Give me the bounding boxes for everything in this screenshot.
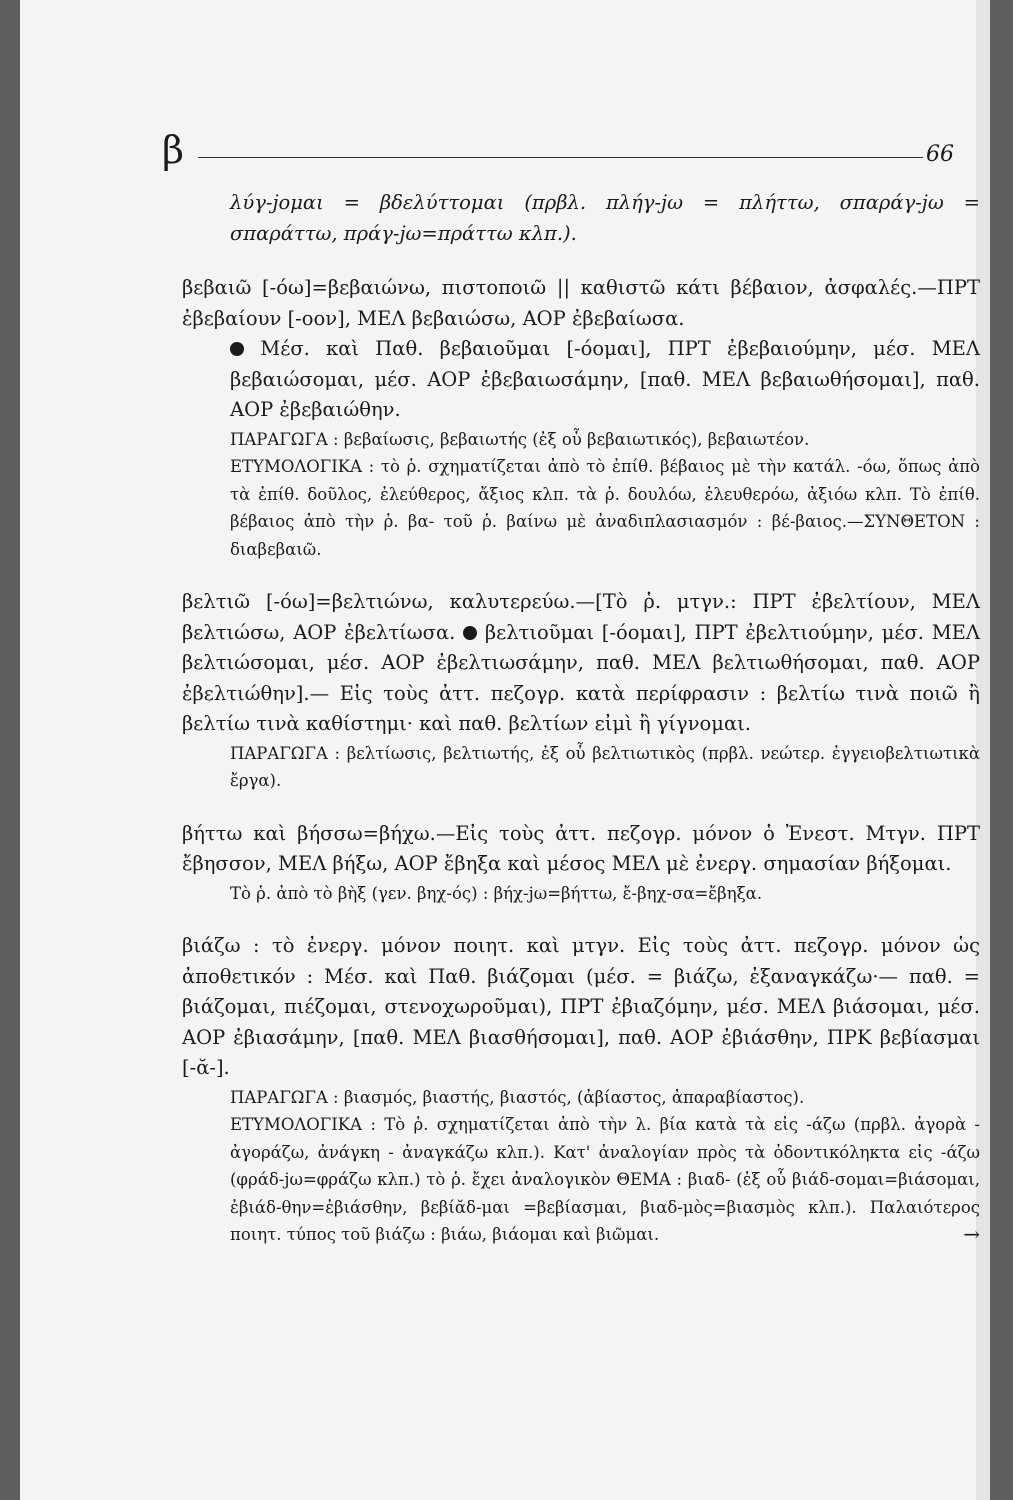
header-rule <box>198 157 923 158</box>
entry-paragoga: ΠΑΡΑΓΩΓΑ : βεβαίωσις, βεβαιωτής (ἐξ οὗ βεβαιωτικός), βεβαιωτέον. <box>230 429 810 449</box>
entry-note: Τὸ ῥ. ἀπὸ τὸ βὴξ (γεν. βηχ-ός) : βήχ-jω=βήττω, ἔ-βηχ-σα=ἔβηξα. <box>230 883 763 903</box>
continued-paragraph: λύγ-jομαι = βδελύττομαι (πρβλ. πλήγ-jω = πλήττω, σπαράγ-jω = σπαράττω, πράγ-jω=πράττω κλπ.). <box>230 191 980 245</box>
bullet-icon <box>230 342 244 356</box>
entry-bebaio <box>182 273 980 563</box>
entry-beltio <box>182 587 980 795</box>
entry-etymologika: ΕΤΥΜΟΛΟΓΙΚΑ : τὸ ῥ. σχηματίζεται ἀπὸ τὸ ἐπίθ. βέβαιος μὲ τὴν κατάλ. -όω, ὅπως ἀπὸ τὰ ἐπίθ. δοῦλος, ἐλεύθερος, ἄξιος κλπ. τὰ ῥ. δουλόω, ἐλευθερόω, ἀξιόω κλπ. Τὸ ἐπίθ. βέβαιος ἀπὸ τὴν ῥ. βα- τοῦ ῥ. βαίνω μὲ ἀναδιπλασιασμόν : βέ-βαιος.—ΣΥΝΘΕΤΟΝ : διαβεβαιῶ. <box>230 457 980 559</box>
book-page <box>20 0 990 1500</box>
section-letter: β <box>162 128 184 172</box>
entry-bitto <box>182 819 980 908</box>
continue-arrow-icon: → <box>963 1222 980 1246</box>
page-number: 66 <box>926 142 954 167</box>
bullet-icon <box>463 626 477 640</box>
entry-middle-passive: Μέσ. καὶ Παθ. βεβαιοῦμαι [-όομαι], ΠΡΤ ἐβεβαιούμην, μέσ. ΜΕΛ βεβαιώσομαι, μέσ. ΑΟΡ ἐβεβαιωσάμην, [παθ. ΜΕΛ βεβαιωθήσομαι], παθ. ΑΟΡ ἐβεβαιώθην. <box>230 337 980 421</box>
entry-etymologika: ΕΤΥΜΟΛΟΓΙΚΑ : Τὸ ῥ. σχηματίζεται ἀπὸ τὴν λ. βία κατὰ τὰ εἰς -άζω (πρβλ. ἀγορὰ - ἀγοράζω, ἀνάγκη - ἀναγκάζω κλπ.). Κατ' ἀναλογίαν πρὸς τὰ ὀδοντικόληκτα εἰς -άζω (φράδ-jω=φράζω κλπ.) τὸ ῥ. ἔχει ἀναλογικὸν ΘΕΜΑ : βιαδ- (ἐξ οὗ βιάδ-σομαι=βιάσομαι, ἐβιάδ-θην=ἐβιάσθην, βεβίᾰδ-μαι =βεβίασμαι, βιαδ-μὸς=βιασμὸς κλπ.). Παλαιότερος ποιητ. τύπος τοῦ βιάζω : βιάω, βιάομαι καὶ βιῶμαι. → <box>182 1111 980 1249</box>
page-body <box>182 188 980 1249</box>
entry-biazo <box>182 931 980 1249</box>
entry-main: βήττω καὶ βήσσω=βήχω.—Εἰς τοὺς ἀττ. πεζογρ. μόνον ὁ Ἐνεστ. Μτγν. ΠΡΤ ἔβησσον, ΜΕΛ βήξω, ΑΟΡ ἔβηξα καὶ μέσος ΜΕΛ μὲ ἐνεργ. σημασίαν βήξομαι. <box>182 821 980 875</box>
entry-main: βιάζω : τὸ ἐνεργ. μόνον ποιητ. καὶ μτγν. Εἰς τοὺς ἀττ. πεζογρ. μόνον ὡς ἀποθετικόν : Μέσ. καὶ Παθ. βιάζομαι (μέσ. = βιάζω, ἐξαναγκάζω·— παθ. = βιάζομαι, πιέζομαι, στενοχωροῦμαι), ΠΡΤ ἐβιαζόμην, μέσ. ΜΕΛ βιάσομαι, μέσ. ΑΟΡ ἐβιασάμην, [παθ. ΜΕΛ βιασθήσομαι], παθ. ΑΟΡ ἐβιάσθην, ΠΡΚ βεβίασμαι [-ᾰ-]. <box>182 934 980 1079</box>
entry-paragoga: ΠΑΡΑΓΩΓΑ : βιασμός, βιαστής, βιαστός, (ἀβίαστος, ἀπαραβίαστος). <box>230 1087 805 1107</box>
entry-main: βεβαιῶ [-όω]=βεβαιώνω, πιστοποιῶ || καθιστῶ κάτι βέβαιον, ἀσφαλές.—ΠΡΤ ἐβεβαίουν [-οον], ΜΕΛ βεβαιώσω, ΑΟΡ ἐβεβαίωσα. <box>182 276 980 330</box>
entry-paragoga: ΠΑΡΑΓΩΓΑ : βελτίωσις, βελτιωτής, ἐξ οὗ βελτιωτικὸς (πρβλ. νεώτερ. ἐγγειοβελτιωτικὰ ἔργα). <box>230 743 980 790</box>
entry-main: βελτιῶ [-όω]=βελτιώνω, καλυτερεύω.—[Τὸ ῥ. μτγν.: ΠΡΤ ἐβελτίουν, ΜΕΛ βελτιώσω, ΑΟΡ ἐβελτίωσα. βελτιοῦμαι [-όομαι], ΠΡΤ ἐβελτιούμην, μέσ. ΜΕΛ βελτιώσομαι, μέσ. ΑΟΡ ἐβελτιωσάμην, παθ. ΜΕΛ βελτιωθήσομαι, παθ. ΑΟΡ ἐβελτιώθην].— Εἰς τοὺς ἀττ. πεζογρ. κατὰ περίφρασιν : βελτίω τινὰ ποιῶ ἢ βελτίω τινὰ καθίστημι· καὶ παθ. βελτίων εἰμὶ ἢ γίγνομαι. <box>182 590 980 735</box>
